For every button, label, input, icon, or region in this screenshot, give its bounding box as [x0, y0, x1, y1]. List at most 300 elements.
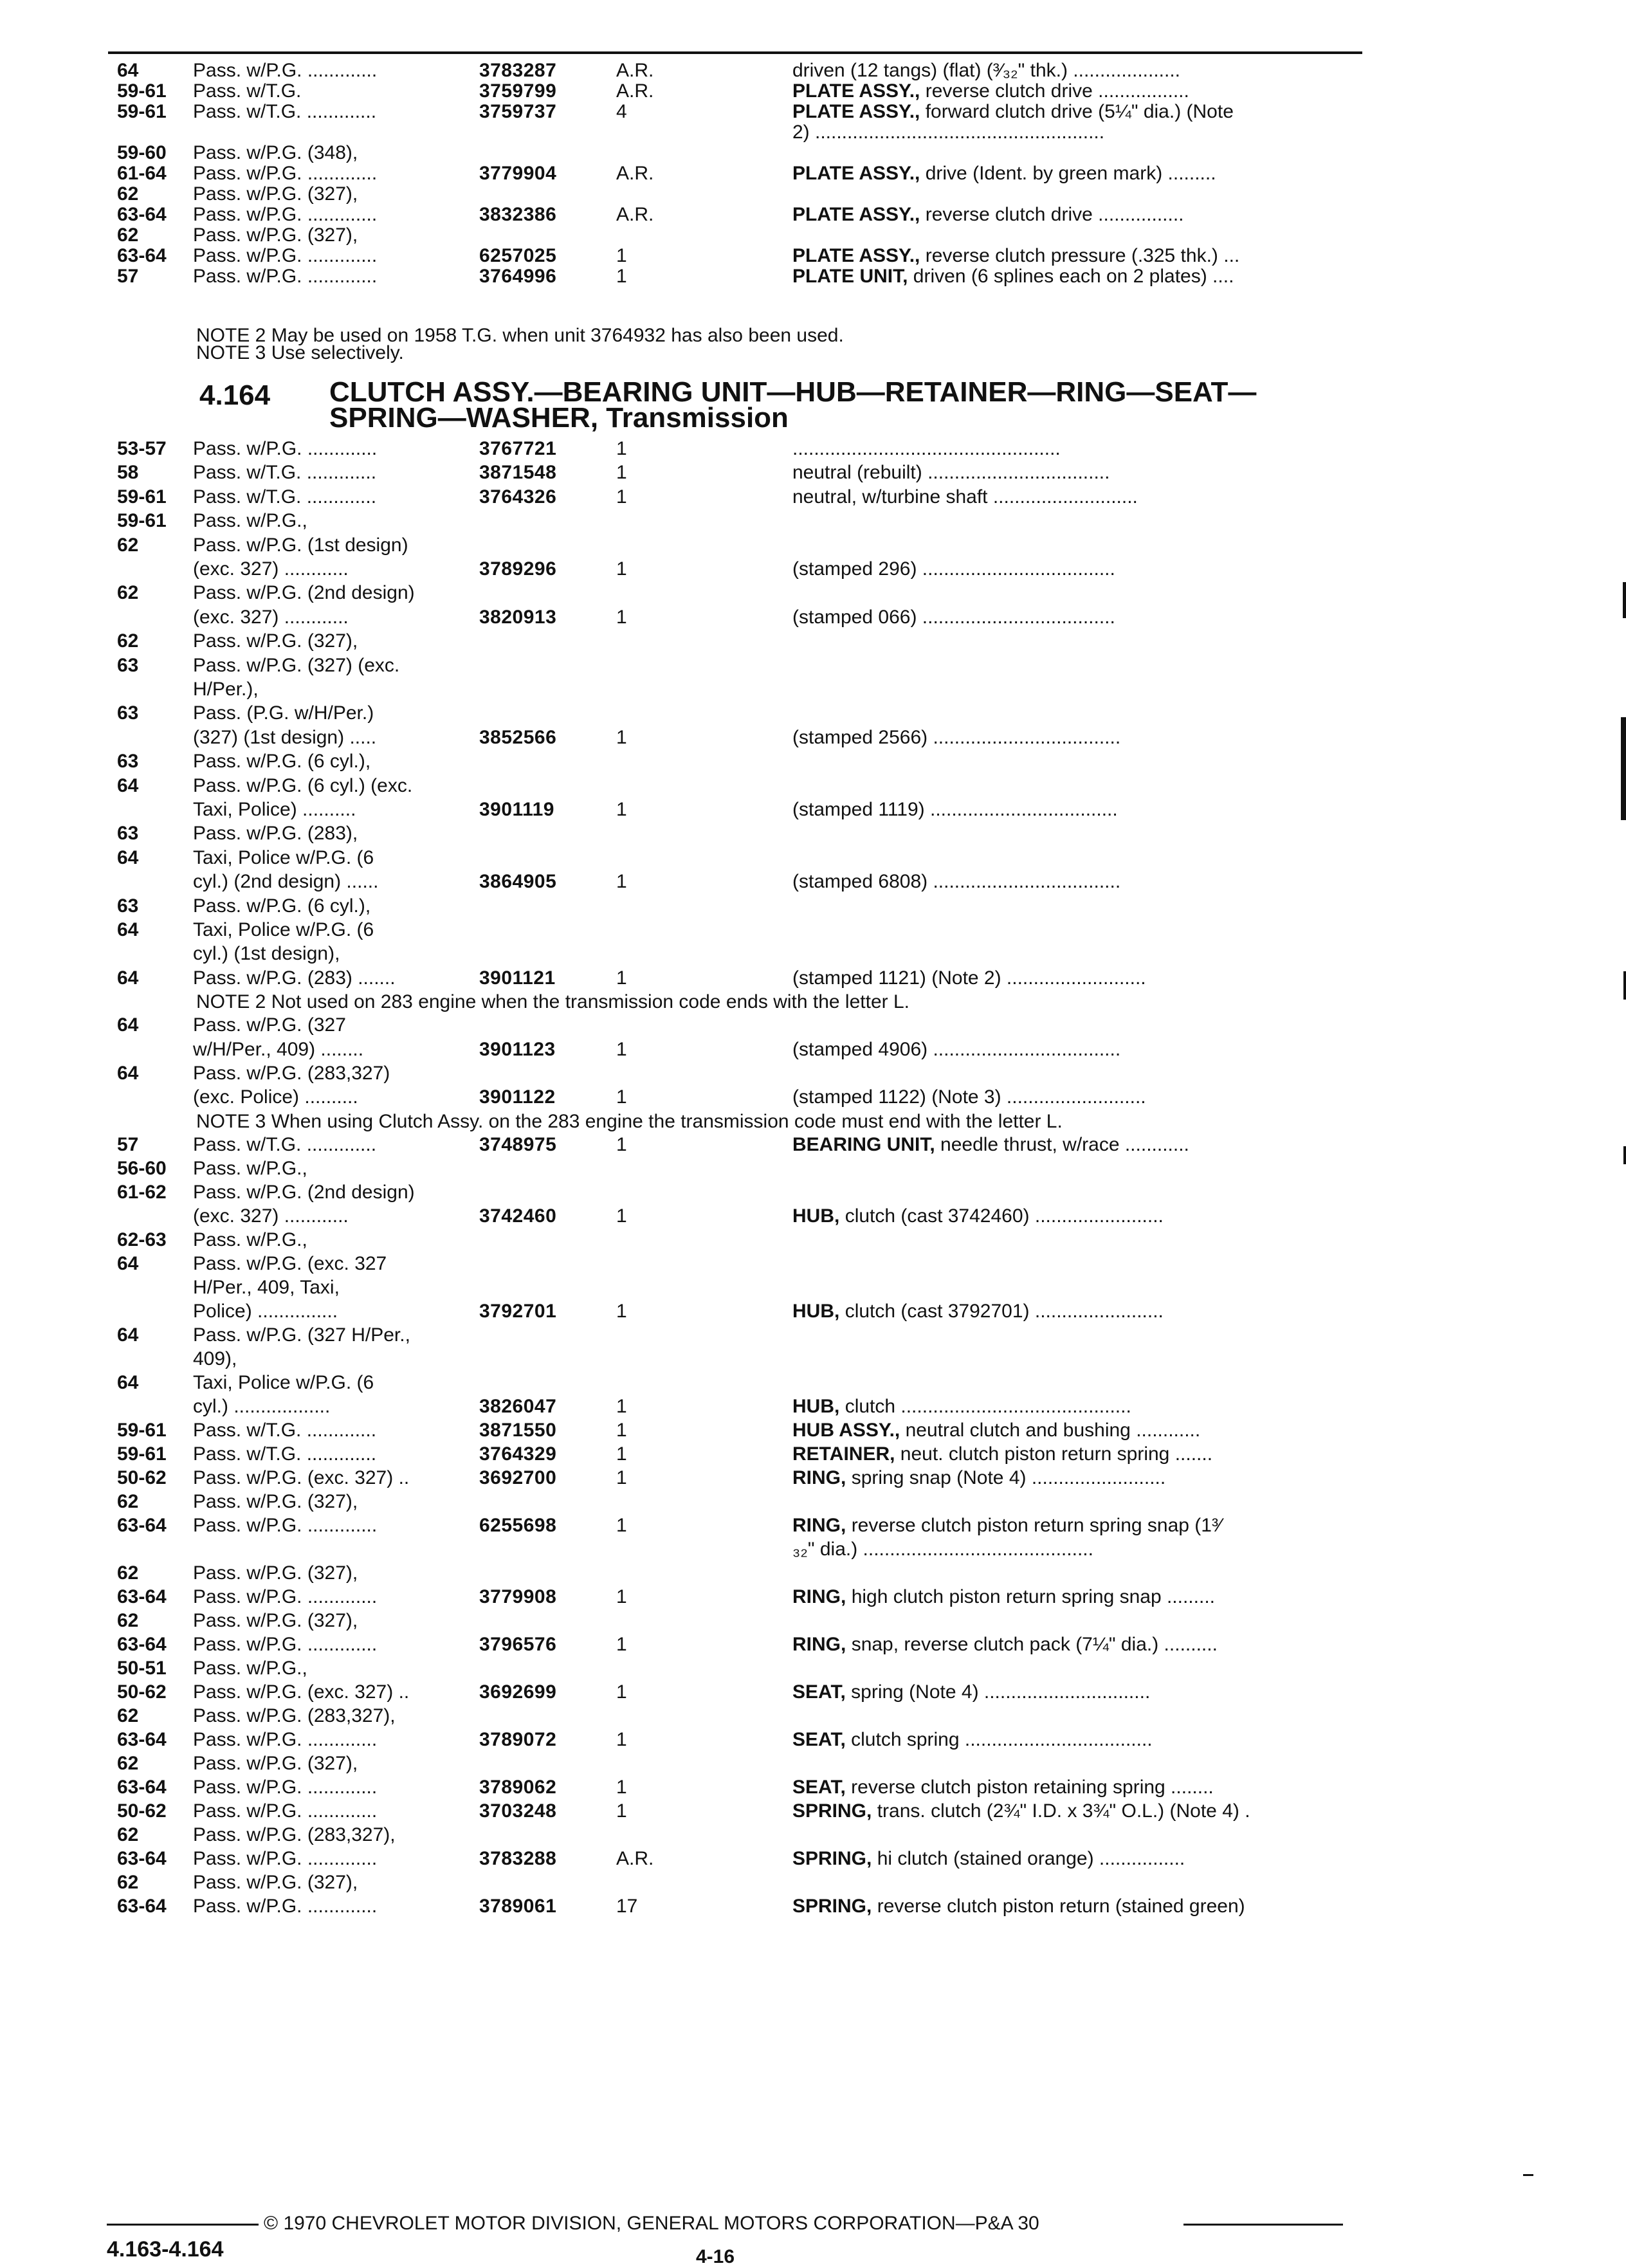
part-name: RETAINER, — [792, 1443, 895, 1465]
model-application: Pass. w/P.G. (327), — [193, 1609, 358, 1631]
part-description — [792, 870, 1120, 893]
quantity: 4 — [616, 101, 627, 122]
part-number: 3852566 — [479, 726, 557, 748]
part-number: 3826047 — [479, 1395, 557, 1417]
model-year: 62 — [117, 183, 139, 205]
parts-row — [0, 534, 1626, 557]
part-detail: (stamped 2566) ................................... — [792, 726, 1121, 748]
part-detail: (stamped 4906) ................................... — [792, 1038, 1121, 1060]
part-description — [792, 1086, 1146, 1109]
model-year: 63 — [117, 823, 139, 845]
part-number: 3742460 — [479, 1205, 557, 1227]
parts-row — [0, 1847, 1626, 1870]
model-application: Pass. w/T.G. ............. — [193, 462, 377, 484]
part-name: RING, — [792, 1586, 846, 1607]
model-year: 63-64 — [117, 245, 167, 266]
model-application: Pass. w/P.G. ............. — [193, 245, 378, 266]
part-number: 3789296 — [479, 558, 557, 580]
part-number: 3783288 — [479, 1847, 557, 1869]
quantity: A.R. — [616, 163, 654, 184]
quantity: 1 — [616, 1467, 627, 1488]
parts-row — [0, 1776, 1626, 1799]
quantity: 1 — [616, 462, 627, 484]
parts-row — [0, 846, 1626, 870]
parts-row — [0, 1157, 1626, 1180]
part-name: PLATE UNIT, — [792, 266, 908, 287]
model-application: Pass. w/P.G. (327), — [193, 1562, 358, 1584]
parts-row — [0, 1657, 1626, 1680]
part-description — [792, 1681, 1150, 1704]
model-application: Pass. w/P.G. ............. — [193, 163, 378, 184]
quantity: 1 — [616, 1681, 627, 1703]
model-year: 63-64 — [117, 204, 167, 225]
model-application: Pass. w/P.G. (2nd design) — [193, 582, 415, 604]
model-application: Pass. w/P.G. ............. — [193, 1847, 378, 1869]
model-application: Pass. w/T.G. ............. — [193, 1419, 377, 1441]
part-name: SPRING, — [792, 1847, 872, 1869]
model-year: 50-62 — [117, 1800, 167, 1822]
part-detail: neutral, w/turbine shaft ........................... — [792, 486, 1138, 508]
model-year: 64 — [117, 1371, 139, 1393]
part-description — [792, 1514, 1221, 1537]
part-number: 3764326 — [479, 486, 557, 508]
part-description — [792, 798, 1118, 821]
part-detail: clutch (cast 3742460) ........................ — [845, 1205, 1164, 1227]
quantity: 1 — [616, 1633, 627, 1655]
part-name: RING, — [792, 1514, 846, 1536]
section-number: 4.164 — [199, 380, 271, 411]
model-year: 63-64 — [117, 1586, 167, 1607]
part-name: HUB, — [792, 1300, 840, 1322]
parts-row — [0, 1395, 1626, 1418]
model-application: Pass. w/P.G., — [193, 510, 307, 532]
model-year: 63 — [117, 751, 139, 773]
part-description — [792, 1300, 1164, 1323]
model-application: Pass. w/P.G. (1st design) — [193, 534, 408, 556]
quantity: 1 — [616, 1205, 627, 1227]
part-detail: 2) ...................................................... — [792, 122, 1105, 143]
part-detail: high clutch piston return spring snap ......... — [851, 1586, 1215, 1607]
part-detail: neutral clutch and bushing ............ — [905, 1419, 1201, 1441]
model-application: Taxi, Police w/P.G. (6 — [193, 846, 374, 868]
model-application: Pass. w/P.G. ............. — [193, 266, 378, 287]
model-year: 64 — [117, 967, 139, 989]
part-description — [792, 1586, 1215, 1609]
quantity: 1 — [616, 1419, 627, 1441]
part-description — [792, 80, 1189, 103]
part-description — [792, 606, 1115, 629]
part-description — [792, 100, 1234, 123]
part-number: 3759737 — [479, 101, 557, 122]
part-description — [792, 265, 1234, 288]
model-application: Pass. w/P.G. ............. — [193, 1633, 378, 1655]
model-application: Pass. w/P.G. (327 H/Per., — [193, 1324, 410, 1346]
part-number: 3789072 — [479, 1728, 557, 1750]
model-year: 63-64 — [117, 1847, 167, 1869]
parts-row — [0, 265, 1626, 288]
model-year: 64 — [117, 846, 139, 868]
model-application: Pass. w/P.G. (283,327), — [193, 1824, 396, 1845]
parts-row — [0, 203, 1626, 226]
model-application: Pass. w/P.G. (6 cyl.), — [193, 895, 371, 917]
model-application: Pass. w/P.G. ............. — [193, 1800, 378, 1822]
parts-row — [0, 1300, 1626, 1323]
footer-rule-right — [1183, 2224, 1343, 2226]
part-detail: .................................................. — [792, 438, 1061, 459]
model-application: Pass. w/P.G. ............. — [193, 204, 378, 225]
model-year: 64 — [117, 1324, 139, 1346]
model-application: Pass. (P.G. w/H/Per.) — [193, 702, 374, 724]
note-3-mid: NOTE 3 When using Clutch Assy. on the 283 engine the transmission code must end with the letter L. — [196, 1110, 1063, 1132]
part-name: BEARING UNIT, — [792, 1133, 935, 1155]
parts-row — [0, 1324, 1626, 1347]
parts-row — [0, 1824, 1626, 1847]
part-detail: (stamped 1119) ................................... — [792, 799, 1118, 820]
part-number: 3767721 — [479, 438, 557, 459]
part-description — [792, 1133, 1189, 1157]
part-description — [792, 486, 1138, 509]
part-name: PLATE ASSY., — [792, 101, 920, 122]
model-application: Pass. w/P.G. ............. — [193, 438, 378, 459]
part-detail: spring snap (Note 4) ......................... — [851, 1467, 1166, 1488]
model-year: 61-64 — [117, 163, 167, 184]
part-name: SEAT, — [792, 1776, 846, 1798]
quantity: A.R. — [616, 80, 654, 102]
quantity: 1 — [616, 558, 627, 580]
parts-row — [0, 750, 1626, 773]
part-detail: reverse clutch drive ................ — [925, 204, 1184, 225]
part-detail: clutch spring ................................... — [851, 1728, 1153, 1750]
quantity: 1 — [616, 245, 627, 266]
quantity: 1 — [616, 1133, 627, 1155]
model-application: Pass. w/T.G. ............. — [193, 486, 377, 508]
model-year: 63 — [117, 895, 139, 917]
parts-row — [0, 774, 1626, 798]
model-year: 62-63 — [117, 1229, 167, 1250]
model-year: 62 — [117, 582, 139, 604]
model-year: 63-64 — [117, 1633, 167, 1655]
part-description — [792, 1895, 1245, 1918]
top-rule — [108, 51, 1362, 54]
note-3-top: NOTE 3 Use selectively. — [196, 342, 404, 363]
model-application: Pass. w/P.G. (283,327), — [193, 1705, 396, 1726]
quantity: 1 — [616, 1038, 627, 1060]
parts-row — [0, 1181, 1626, 1204]
part-detail: reverse clutch piston retaining spring ........ — [851, 1776, 1214, 1798]
part-description — [792, 1467, 1165, 1490]
model-year: 64 — [117, 1252, 139, 1274]
model-year: 62 — [117, 1490, 139, 1512]
quantity: 1 — [616, 1728, 627, 1750]
quantity: 1 — [616, 606, 627, 628]
margin-mark — [1621, 717, 1626, 820]
part-detail: reverse clutch piston return spring snap (1³⁄ — [851, 1514, 1221, 1536]
model-year: 64 — [117, 919, 139, 940]
part-description — [792, 59, 1180, 82]
part-detail: ₃₂" dia.) ........................................... — [792, 1538, 1093, 1560]
section-title-line-1: CLUTCH ASSY.—BEARING UNIT—HUB—RETAINER—RING—SEAT— — [329, 376, 1257, 408]
part-number: 3901121 — [479, 967, 556, 989]
model-application: Pass. w/T.G. — [193, 80, 302, 102]
model-year: 62 — [117, 1871, 139, 1893]
part-name: SPRING, — [792, 1800, 872, 1822]
parts-row — [0, 1371, 1626, 1395]
part-detail: forward clutch drive (5¼" dia.) (Note — [925, 101, 1234, 122]
model-year: 59-60 — [117, 142, 167, 163]
parts-row — [0, 606, 1626, 629]
model-year: 62 — [117, 1824, 139, 1845]
model-application: Pass. w/T.G. ............. — [193, 1133, 377, 1155]
model-application: Pass. w/P.G. (327), — [193, 224, 358, 246]
quantity: 1 — [616, 726, 627, 748]
model-application: Taxi, Police w/P.G. (6 — [193, 1371, 374, 1393]
part-detail: driven (12 tangs) (flat) (³⁄₃₂" thk.) .................... — [792, 60, 1181, 81]
model-year: 63-64 — [117, 1514, 167, 1536]
parts-row — [0, 183, 1626, 206]
parts-row — [0, 80, 1626, 103]
part-number: 6257025 — [479, 245, 557, 266]
part-detail: reverse clutch pressure (.325 thk.) ... — [925, 245, 1240, 266]
model-application: Pass. w/P.G. (327 — [193, 1014, 346, 1036]
quantity: 1 — [616, 1514, 627, 1536]
parts-row — [0, 59, 1626, 82]
part-detail: neutral (rebuilt) .................................. — [792, 462, 1110, 484]
part-detail: trans. clutch (2¾" I.D. x 3¾" O.L.) (Note 4) . — [877, 1800, 1250, 1822]
model-application: Pass. w/P.G. (283), — [193, 823, 358, 845]
part-number: 3901119 — [479, 799, 554, 820]
part-number: 3820913 — [479, 606, 557, 628]
parts-row — [0, 678, 1626, 701]
model-application: (exc. 327) ............ — [193, 1205, 349, 1227]
part-description — [792, 967, 1146, 990]
model-application: Pass. w/P.G. ............. — [193, 1895, 378, 1917]
part-description — [792, 121, 1104, 144]
parts-row — [0, 1871, 1626, 1894]
parts-row — [0, 486, 1626, 509]
margin-mark — [1623, 1146, 1626, 1164]
parts-row — [0, 437, 1626, 461]
quantity: 1 — [616, 1300, 627, 1322]
model-application: Pass. w/P.G. ............. — [193, 1728, 378, 1750]
part-name: SEAT, — [792, 1728, 846, 1750]
model-year: 64 — [117, 1063, 139, 1084]
parts-row — [0, 162, 1626, 185]
part-detail: (stamped 066) .................................... — [792, 606, 1115, 628]
quantity: 1 — [616, 438, 627, 459]
part-detail: neut. clutch piston return spring ....... — [900, 1443, 1213, 1465]
part-detail: (stamped 1121) (Note 2) .......................... — [792, 967, 1146, 989]
part-name: HUB, — [792, 1395, 840, 1417]
part-number: 3692699 — [479, 1681, 557, 1703]
part-detail: snap, reverse clutch pack (7¼" dia.) .......... — [851, 1633, 1218, 1655]
parts-row — [0, 798, 1626, 821]
model-year: 59-61 — [117, 486, 167, 508]
model-year: 59-61 — [117, 510, 167, 532]
part-detail: drive (Ident. by green mark) ......... — [925, 163, 1216, 184]
part-description — [792, 1633, 1218, 1656]
model-year: 62 — [117, 1705, 139, 1726]
part-number: 3789062 — [479, 1776, 557, 1798]
part-detail: reverse clutch piston return (stained green) — [877, 1895, 1245, 1917]
parts-row — [0, 461, 1626, 484]
parts-row — [0, 870, 1626, 893]
quantity: A.R. — [616, 204, 654, 225]
model-application: Pass. w/P.G., — [193, 1657, 307, 1679]
model-application: Pass. w/P.G. (283,327) — [193, 1063, 390, 1084]
part-number: 3703248 — [479, 1800, 557, 1822]
footer-rule-left — [107, 2224, 259, 2226]
model-application: cyl.) (1st design), — [193, 943, 340, 965]
parts-row — [0, 121, 1626, 144]
model-year: 57 — [117, 266, 139, 287]
part-description — [792, 162, 1216, 185]
part-description — [792, 437, 1061, 461]
part-number: 6255698 — [479, 1514, 557, 1536]
model-year: 64 — [117, 774, 139, 796]
part-name: RING, — [792, 1633, 846, 1655]
parts-row — [0, 1609, 1626, 1632]
parts-row — [0, 1538, 1626, 1561]
model-application: Pass. w/P.G. ............. — [193, 1514, 378, 1536]
part-description — [792, 1038, 1120, 1061]
part-number: 3792701 — [479, 1300, 557, 1322]
parts-row — [0, 1348, 1626, 1371]
parts-row — [0, 1086, 1626, 1109]
quantity: 1 — [616, 799, 627, 820]
part-number: 3901123 — [479, 1038, 556, 1060]
part-description — [792, 1395, 1131, 1418]
model-year: 63 — [117, 702, 139, 724]
part-number: 3864905 — [479, 871, 557, 893]
model-year: 64 — [117, 60, 139, 81]
note-2-mid: NOTE 2 Not used on 283 engine when the transmission code ends with the letter L. — [196, 991, 909, 1013]
part-detail: hi clutch (stained orange) ................ — [877, 1847, 1185, 1869]
model-application: Pass. w/P.G. (exc. 327) .. — [193, 1467, 410, 1488]
model-application: Pass. w/T.G. ............. — [193, 1443, 377, 1465]
model-year: 62 — [117, 1562, 139, 1584]
model-application: (exc. 327) ............ — [193, 606, 349, 628]
parts-row — [0, 1252, 1626, 1276]
part-description — [792, 1419, 1200, 1442]
quantity: A.R. — [616, 1847, 654, 1869]
model-application: Pass. w/P.G., — [193, 1157, 307, 1179]
parts-row — [0, 726, 1626, 749]
parts-row — [0, 1633, 1626, 1656]
model-year: 62 — [117, 630, 139, 652]
part-number: 3796576 — [479, 1633, 557, 1655]
model-year: 50-51 — [117, 1657, 167, 1679]
parts-row — [0, 1014, 1626, 1037]
model-application: Taxi, Police w/P.G. (6 — [193, 919, 374, 940]
section-title-line-2: SPRING—WASHER, Transmission — [329, 402, 789, 434]
part-name: PLATE ASSY., — [792, 80, 920, 102]
model-year: 61-62 — [117, 1181, 167, 1203]
part-number: 3779908 — [479, 1586, 557, 1607]
model-application: Pass. w/P.G. (327), — [193, 1871, 358, 1893]
part-number: 3901122 — [479, 1086, 556, 1108]
footer-copyright: © 1970 CHEVROLET MOTOR DIVISION, GENERAL MOTORS CORPORATION—P&A 30 — [264, 2213, 1039, 2234]
parts-row — [0, 581, 1626, 605]
parts-row — [0, 942, 1626, 965]
model-application: Pass. w/P.G. ............. — [193, 1776, 378, 1798]
parts-row — [0, 1276, 1626, 1299]
footer-page-number: 4-16 — [696, 2246, 735, 2267]
quantity: 1 — [616, 1443, 627, 1465]
parts-row — [0, 1133, 1626, 1157]
part-number: 3871550 — [479, 1419, 557, 1441]
model-application: w/H/Per., 409) ........ — [193, 1038, 364, 1060]
model-application: cyl.) (2nd design) ...... — [193, 871, 379, 893]
model-year: 59-61 — [117, 1443, 167, 1465]
parts-row — [0, 1467, 1626, 1490]
section-title — [329, 376, 1358, 434]
model-application: 409), — [193, 1348, 237, 1369]
part-name: PLATE ASSY., — [792, 245, 920, 266]
quantity: 1 — [616, 1800, 627, 1822]
parts-row — [0, 244, 1626, 268]
parts-row — [0, 509, 1626, 533]
part-name: PLATE ASSY., — [792, 163, 920, 184]
model-application: Pass. w/P.G. (6 cyl.), — [193, 751, 371, 773]
parts-row — [0, 1752, 1626, 1775]
part-name: HUB ASSY., — [792, 1419, 900, 1441]
parts-row — [0, 1419, 1626, 1442]
parts-row — [0, 1895, 1626, 1918]
parts-row — [0, 822, 1626, 845]
part-number: 3692700 — [479, 1467, 557, 1488]
model-application: Pass. w/P.G. ............. — [193, 60, 378, 81]
part-number: 3871548 — [479, 462, 557, 484]
model-year: 50-62 — [117, 1467, 167, 1488]
model-year: 63-64 — [117, 1776, 167, 1798]
part-detail: clutch ........................................... — [845, 1395, 1131, 1417]
quantity: A.R. — [616, 60, 654, 81]
quantity: 1 — [616, 967, 627, 989]
model-application: Pass. w/P.G. (327), — [193, 1490, 358, 1512]
parts-row — [0, 1800, 1626, 1823]
model-year: 53-57 — [117, 438, 167, 459]
model-year: 59-61 — [117, 101, 167, 122]
margin-mark — [1623, 971, 1626, 1000]
part-name: SEAT, — [792, 1681, 846, 1703]
part-detail: reverse clutch drive ................. — [925, 80, 1189, 102]
parts-row — [0, 702, 1626, 725]
part-description — [792, 1800, 1250, 1823]
model-application: (exc. Police) .......... — [193, 1086, 358, 1108]
part-description — [792, 726, 1120, 749]
parts-row — [0, 1514, 1626, 1537]
part-detail: needle thrust, w/race ............ — [940, 1133, 1189, 1155]
parts-row — [0, 967, 1626, 990]
model-application: cyl.) .................. — [193, 1395, 331, 1417]
part-description — [792, 1776, 1214, 1799]
model-year: 62 — [117, 224, 139, 246]
quantity: 1 — [616, 1395, 627, 1417]
parts-row — [0, 1586, 1626, 1609]
quantity: 1 — [616, 486, 627, 508]
model-year: 57 — [117, 1133, 139, 1155]
parts-row — [0, 630, 1626, 653]
model-application: Pass. w/P.G. (2nd design) — [193, 1181, 415, 1203]
model-application: Taxi, Police) .......... — [193, 799, 356, 820]
model-application: Pass. w/P.G., — [193, 1229, 307, 1250]
part-description — [792, 1205, 1164, 1228]
part-number: 3779904 — [479, 163, 557, 184]
model-application: Pass. w/P.G. (327), — [193, 1752, 358, 1774]
part-name: HUB, — [792, 1205, 840, 1227]
model-year: 50-62 — [117, 1681, 167, 1703]
part-detail: clutch (cast 3792701) ........................ — [845, 1300, 1164, 1322]
